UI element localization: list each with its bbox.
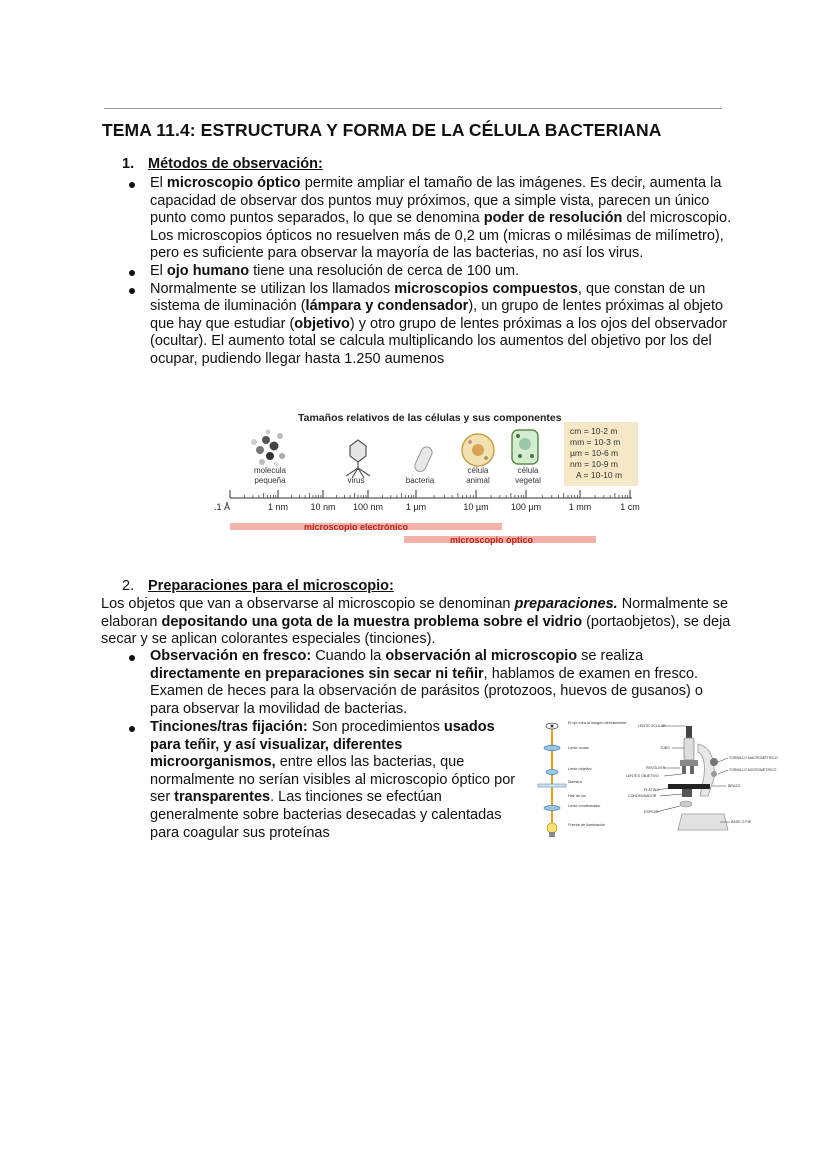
part-lente-ocular: LENTE OCULAR	[638, 724, 666, 728]
range-optical-label: microscopio óptico	[450, 535, 534, 545]
optics-label-haz: Haz de luz	[568, 794, 586, 798]
scale-major-ticks	[230, 490, 630, 498]
optics-label-condensador: Lente condensador	[568, 804, 601, 808]
section2-heading: 2. Preparaciones para el microscopio:	[122, 578, 394, 594]
optics-label-muestra: Muestra	[568, 780, 582, 784]
section2-intro: Los objetos que van a observarse al microscopio se denominan preparaciones. Normalmente se elaboran depositando una gota de la muestra problema sobre el vidrio (portaobjetos), se deja secar y se aplican colorantes especiales (tinciones).	[101, 596, 731, 648]
label-molecula: molecula	[253, 466, 287, 475]
range-electronic-label: microscopio electrónico	[304, 522, 409, 532]
bullet-microscopio-optico: El microscopio óptico permite ampliar el tamaño de las imágenes. Es decir, aumenta la capacidad de observar dos puntos muy próximos, que a simple vista, parecen un único punto como puntos separados, lo que se denomina poder de resolución del microscopio. Los microscopios ópticos no resuelven más de 0,2 um (micras o milésimas de milímetro), pero es suficiente para observar la mayoría de las bacterias, no así los virus.	[126, 175, 732, 263]
tick-label-4: 1 µm	[405, 502, 427, 512]
tick-label-7: 1 mm	[568, 502, 592, 512]
unit-cm: cm = 10-2 m	[570, 426, 618, 436]
part-base-o-pie: BASE O PIE	[731, 820, 752, 824]
tick-label-8: 1 cm	[620, 502, 640, 512]
eye-icon	[546, 723, 558, 729]
objective-lens-icon	[546, 770, 558, 775]
tick-label-0: .1 Å	[213, 502, 231, 512]
section2-bullet-fresco-list	[126, 648, 732, 718]
part-tornillo-micrometrico: TORNILLO MICROMÉTRICO	[729, 768, 777, 772]
label-celula-animal-2: animal	[466, 476, 490, 485]
part-condensador: CONDENSADOR	[628, 794, 657, 798]
bullet-observacion-fresco: Observación en fresco: Cuando la observación al microscopio se realiza directamente en preparaciones sin secar ni teñir, hablamos de examen en fresco. Examen de heces para la observación de parásitos (protozoos, huevos de gusanos) o para observar la movilidad de bacterias.	[126, 648, 732, 718]
tick-label-2: 10 nm	[310, 502, 336, 512]
virus-icon	[346, 440, 370, 478]
page-title: TEMA 11.4: ESTRUCTURA Y FORMA DE LA CÉLULA BACTERIANA	[102, 120, 662, 140]
part-espejo: ESPEJO	[644, 810, 659, 814]
optics-label-fuente: Fuente de iluminación	[568, 823, 606, 827]
condenser-lens-icon	[544, 806, 560, 811]
optical-path-figure	[530, 718, 627, 842]
part-lentes-objetivo: LENTES OBJETIVO	[626, 774, 659, 778]
tick-label-5: 10 µm	[463, 502, 489, 512]
plant-cell-icon	[512, 430, 538, 464]
microscope-icon	[668, 726, 728, 830]
label-celula-vegetal-1: célula	[517, 466, 539, 475]
part-tornillo-macrometrico: TORNILLO MACROMÉTRICO	[729, 756, 778, 760]
tick-label-3: 100 nm	[352, 502, 384, 512]
label-celula-vegetal-2: vegetal	[515, 476, 541, 485]
tick-label-1: 1 nm	[267, 502, 289, 512]
label-celula-animal-1: célula	[467, 466, 489, 475]
tick-label-6: 100 µm	[510, 502, 542, 512]
microscope-parts-figure	[620, 718, 788, 838]
bullet-ojo-humano: El ojo humano tiene una resolución de cerca de 100 um.	[126, 263, 732, 281]
ocular-lens-icon	[544, 746, 560, 751]
part-tubo: TUBO	[660, 746, 670, 750]
figure1-title: Tamaños relativos de las células y sus componentes	[298, 412, 562, 424]
part-brazo: BRAZO	[728, 784, 741, 788]
unit-mm: mm = 10-3 m	[570, 437, 621, 447]
part-revolver: REVÓLVER	[646, 766, 666, 770]
header-rule	[104, 108, 722, 109]
animal-cell-icon	[462, 434, 494, 466]
relative-sizes-figure	[208, 406, 648, 552]
bacteria-icon	[413, 445, 434, 473]
label-bacteria: bacteria	[405, 476, 435, 485]
bullet-tinciones: Tinciones/tras fijación: Son procedimientos usados para teñir, y así visualizar, diferentes microorganismos, entre ellos las bacterias, que normalmente no serían visibles al microscopio óptico por ser transparentes. Las tinciones se efectúan generalmente sobre bacterias desecadas y calentadas para coagular sus proteínas	[126, 719, 518, 842]
label-virus: virus	[347, 476, 365, 485]
bullet-microscopios-compuestos: Normalmente se utilizan los llamados microscopios compuestos, que constan de un sistema de iluminación (lámpara y condensador), un grupo de lentes próximas al objeto que hay que estudiar (objetivo) y otro grupo de lentes próximas a los ojos del observador (ocultar). El aumento total se calcula multiplicando los aumentos del objetivo por los del ocupar, pudiendo llegar hasta 1.250 aumenos	[126, 281, 732, 369]
section1-bullets	[126, 175, 732, 369]
optics-label-objetivo: Lente objetivo	[568, 767, 592, 771]
section1-heading: 1. Métodos de observación:	[122, 156, 323, 172]
optics-label-ocular: Lente ocular	[568, 746, 589, 750]
unit-um: µm = 10-6 m	[570, 448, 619, 458]
label-pequena: pequeña	[254, 476, 286, 485]
optics-label-eye: El ojo mira la imagen directamente	[568, 721, 627, 725]
molecule-icon	[251, 430, 285, 467]
sample-slide-icon	[538, 784, 566, 787]
light-source-icon	[547, 823, 557, 837]
section2-bullet-tinciones-list	[126, 719, 518, 842]
scale-minor-ticks	[244, 493, 627, 498]
unit-a: A = 10-10 m	[576, 470, 623, 480]
part-platina: PLATINA	[644, 788, 659, 792]
unit-nm: nm = 10-9 m	[570, 459, 618, 469]
